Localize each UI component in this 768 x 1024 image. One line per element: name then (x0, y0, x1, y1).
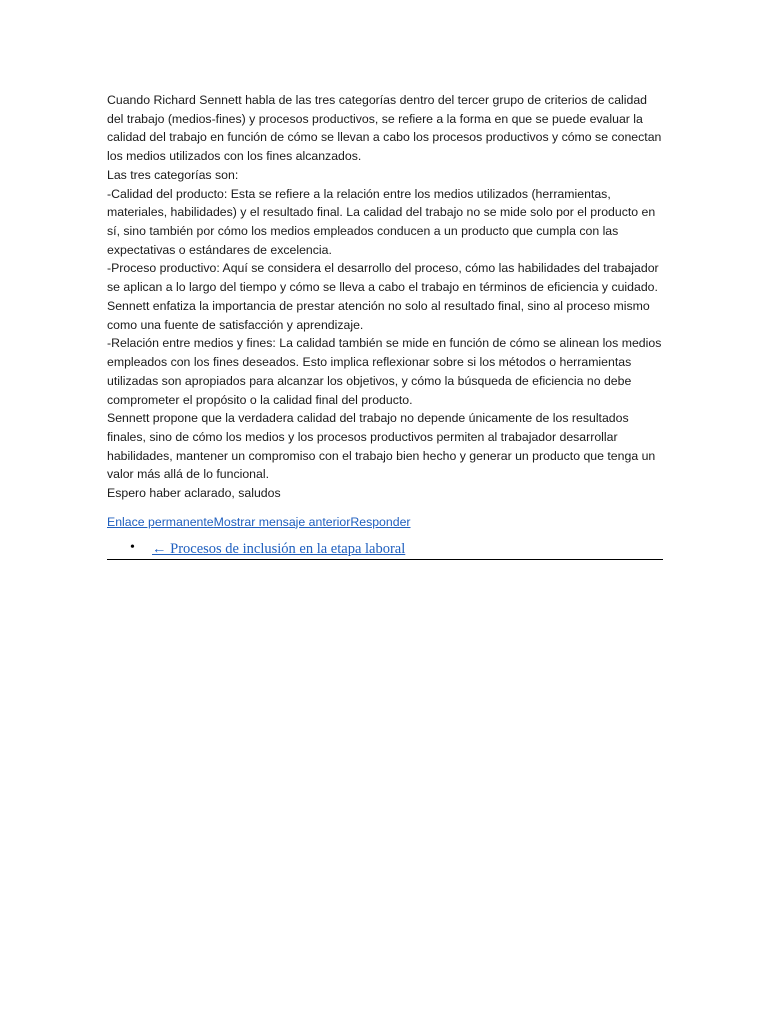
paragraph-categories-heading: Las tres categorías son: (107, 167, 239, 182)
show-parent-link[interactable]: Mostrar mensaje anterior (213, 514, 351, 529)
previous-post-link[interactable]: ← Procesos de inclusión en la etapa laboral (152, 540, 406, 557)
post-navigation (107, 541, 663, 560)
paragraph-intro: Cuando Richard Sennett habla de las tres categorías dentro del tercer grupo de criterios de calidad del trabajo (medios-fines) y procesos productivos, se refiere a la forma en que se puede evaluar la calidad del trabajo en función de cómo se llevan a cabo los procesos productivos y cómo se conectan los medios utilizados con los fines alcanzados. (107, 93, 662, 164)
paragraph-productive-process: -Proceso productivo: Aquí se considera el desarrollo del proceso, cómo las habilidades del trabajador se aplican a lo largo del tiempo y cómo se lleva a cabo el trabajo en términos de eficiencia y cuidado. Sennett enfatiza la importancia de prestar atención no solo al resultado final, sino al proceso mismo como una fuente de satisfacción y aprendizaje. (107, 261, 659, 332)
permalink-link[interactable]: Enlace permanente (107, 514, 214, 529)
post-body (107, 91, 663, 503)
paragraph-product-quality: -Calidad del producto: Esta se refiere a la relación entre los medios utilizados (herramientas, materiales, habilidades) y el resultado final. La calidad del trabajo no se mide solo por el producto en sí, sino también por cómo los medios empleados conducen a un producto que cumpla con las expectativas o estándares de excelencia. (107, 186, 656, 257)
reply-link[interactable]: Responder (350, 514, 411, 529)
post-content (107, 91, 663, 560)
paragraph-means-ends: -Relación entre medios y fines: La calidad también se mide en función de cómo se alinean los medios empleados con los fines deseados. Esto implica reflexionar sobre si los métodos o herramientas utilizadas son apropiados para alcanzar los objetivos, y cómo la búsqueda de eficiencia no debe comprometer el propósito o la calidad final del producto. (107, 336, 662, 407)
paragraph-signoff: Espero haber aclarado, saludos (107, 486, 281, 501)
list-bullet: • (130, 539, 135, 555)
paragraph-conclusion: Sennett propone que la verdadera calidad del trabajo no depende únicamente de los resultados finales, sino de cómo los medios y los procesos productivos permiten al trabajador desarrollar habilidades, mantener un compromiso con el trabajo bien hecho y generar un producto que tenga un valor más allá de lo funcional. (107, 411, 656, 482)
post-actions (107, 513, 663, 531)
